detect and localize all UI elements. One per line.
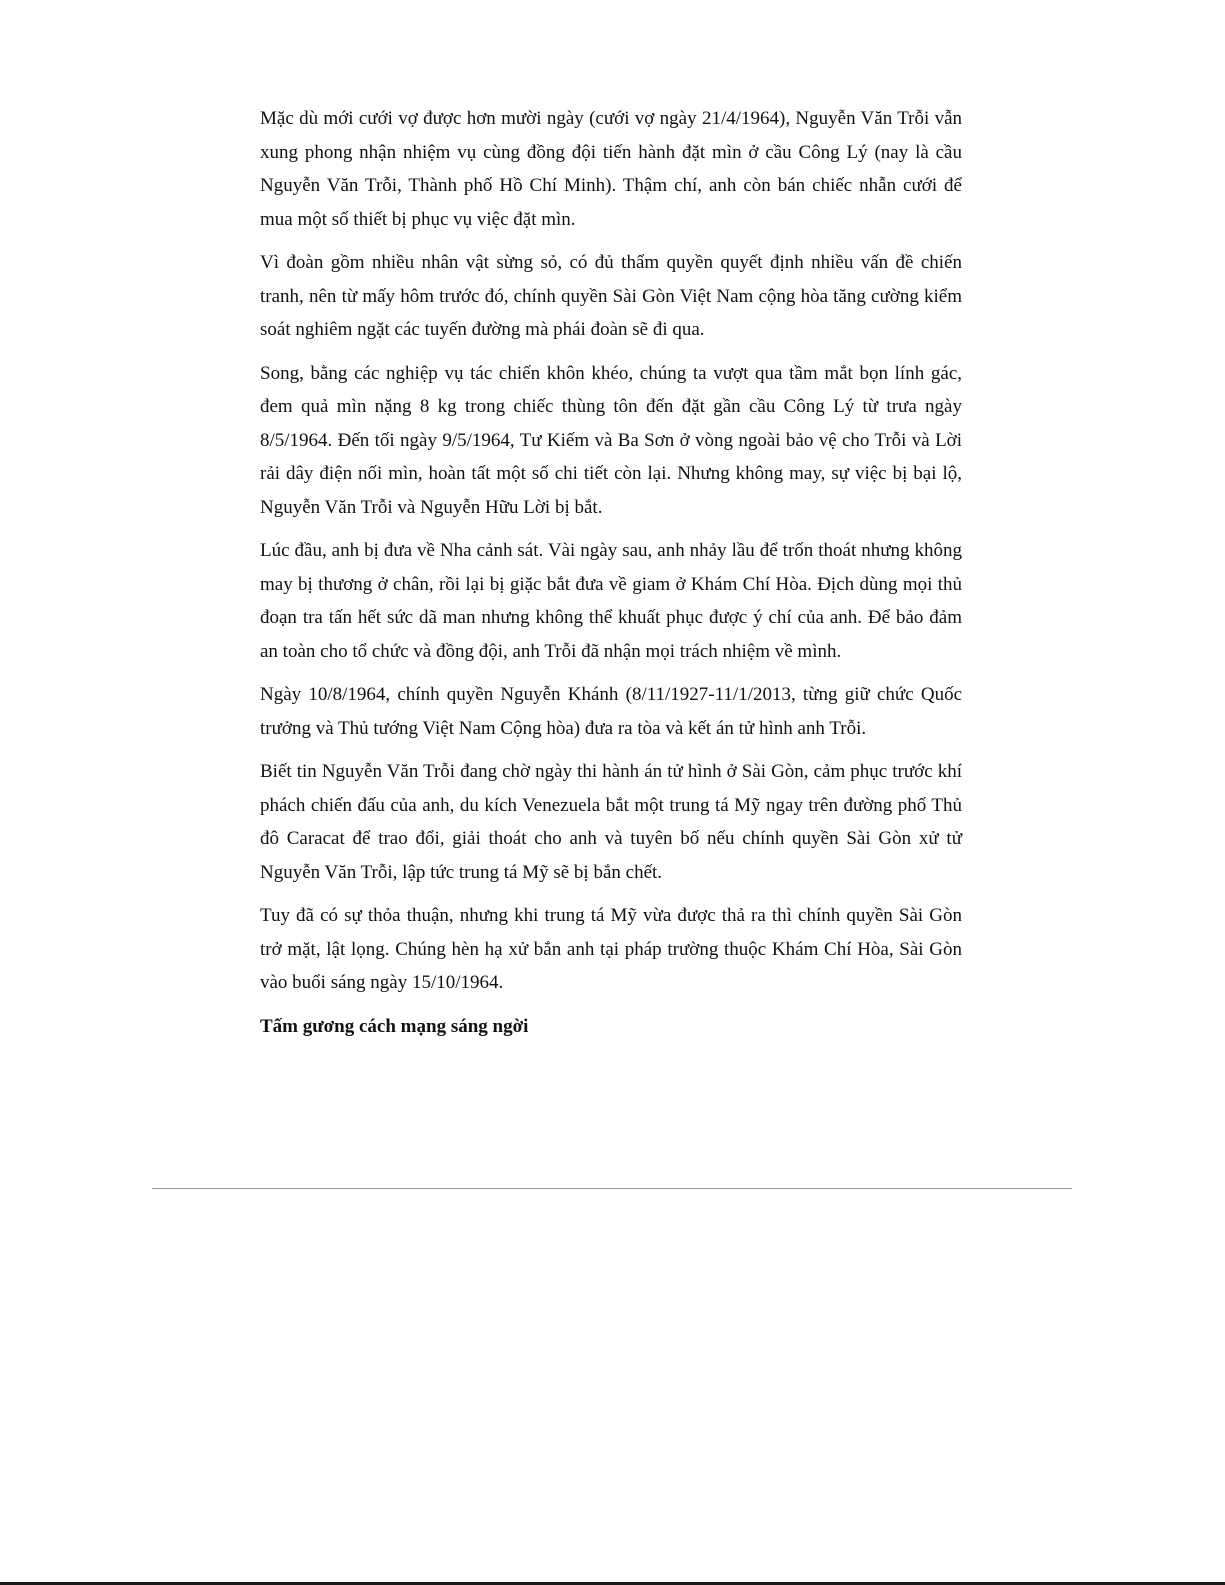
- paragraph: Mặc dù mới cưới vợ được hơn mười ngày (cưới vợ ngày 21/4/1964), Nguyễn Văn Trỗi vẫn xung phong nhận nhiệm vụ cùng đồng đội tiến hành đặt mìn ở cầu Công Lý (nay là cầu Nguyễn Văn Trỗi, Thành phố Hồ Chí Minh). Thậm chí, anh còn bán chiếc nhẫn cưới để mua một số thiết bị phục vụ việc đặt mìn.: [260, 108, 962, 230]
- paragraph: Biết tin Nguyễn Văn Trỗi đang chờ ngày thi hành án tử hình ở Sài Gòn, cảm phục trước khí phách chiến đấu của anh, du kích Venezuela bắt một trung tá Mỹ ngay trên đường phố Thủ đô Caracat để trao đổi, giải thoát cho anh và tuyên bố nếu chính quyền Sài Gòn xử tử Nguyễn Văn Trỗi, lập tức trung tá Mỹ sẽ bị bắn chết.: [260, 761, 962, 883]
- paragraph: Vì đoàn gồm nhiều nhân vật sừng sỏ, có đủ thẩm quyền quyết định nhiều vấn đề chiến tranh, nên từ mấy hôm trước đó, chính quyền Sài Gòn Việt Nam cộng hòa tăng cường kiểm soát nghiêm ngặt các tuyến đường mà phái đoàn sẽ đi qua.: [260, 252, 962, 340]
- document-body: [260, 102, 962, 1043]
- paragraph: Tuy đã có sự thỏa thuận, nhưng khi trung tá Mỹ vừa được thả ra thì chính quyền Sài Gòn trở mặt, lật lọng. Chúng hèn hạ xử bắn anh tại pháp trường thuộc Khám Chí Hòa, Sài Gòn vào buổi sáng ngày 15/10/1964.: [260, 905, 962, 993]
- paragraph: Lúc đầu, anh bị đưa về Nha cảnh sát. Vài ngày sau, anh nhảy lầu để trốn thoát nhưng không may bị thương ở chân, rồi lại bị giặc bắt đưa về giam ở Khám Chí Hòa. Địch dùng mọi thủ đoạn tra tấn hết sức dã man nhưng không thể khuất phục được ý chí của anh. Để bảo đảm an toàn cho tổ chức và đồng đội, anh Trỗi đã nhận mọi trách nhiệm về mình.: [260, 540, 962, 662]
- section-heading: Tấm gương cách mạng sáng ngời: [260, 1015, 529, 1037]
- page-divider: [152, 1188, 1072, 1189]
- paragraph: Song, bằng các nghiệp vụ tác chiến khôn khéo, chúng ta vượt qua tầm mắt bọn lính gác, đem quả mìn nặng 8 kg trong chiếc thùng tôn đến đặt gần cầu Công Lý từ trưa ngày 8/5/1964. Đến tối ngày 9/5/1964, Tư Kiếm và Ba Sơn ở vòng ngoài bảo vệ cho Trỗi và Lời rải dây điện nối mìn, hoàn tất một số chi tiết còn lại. Nhưng không may, sự việc bị bại lộ, Nguyễn Văn Trỗi và Nguyễn Hữu Lời bị bắt.: [260, 362, 962, 518]
- paragraph: Ngày 10/8/1964, chính quyền Nguyễn Khánh (8/11/1927-11/1/2013, từng giữ chức Quốc trưởng và Thủ tướng Việt Nam Cộng hòa) đưa ra tòa và kết án tử hình anh Trỗi.: [260, 684, 962, 739]
